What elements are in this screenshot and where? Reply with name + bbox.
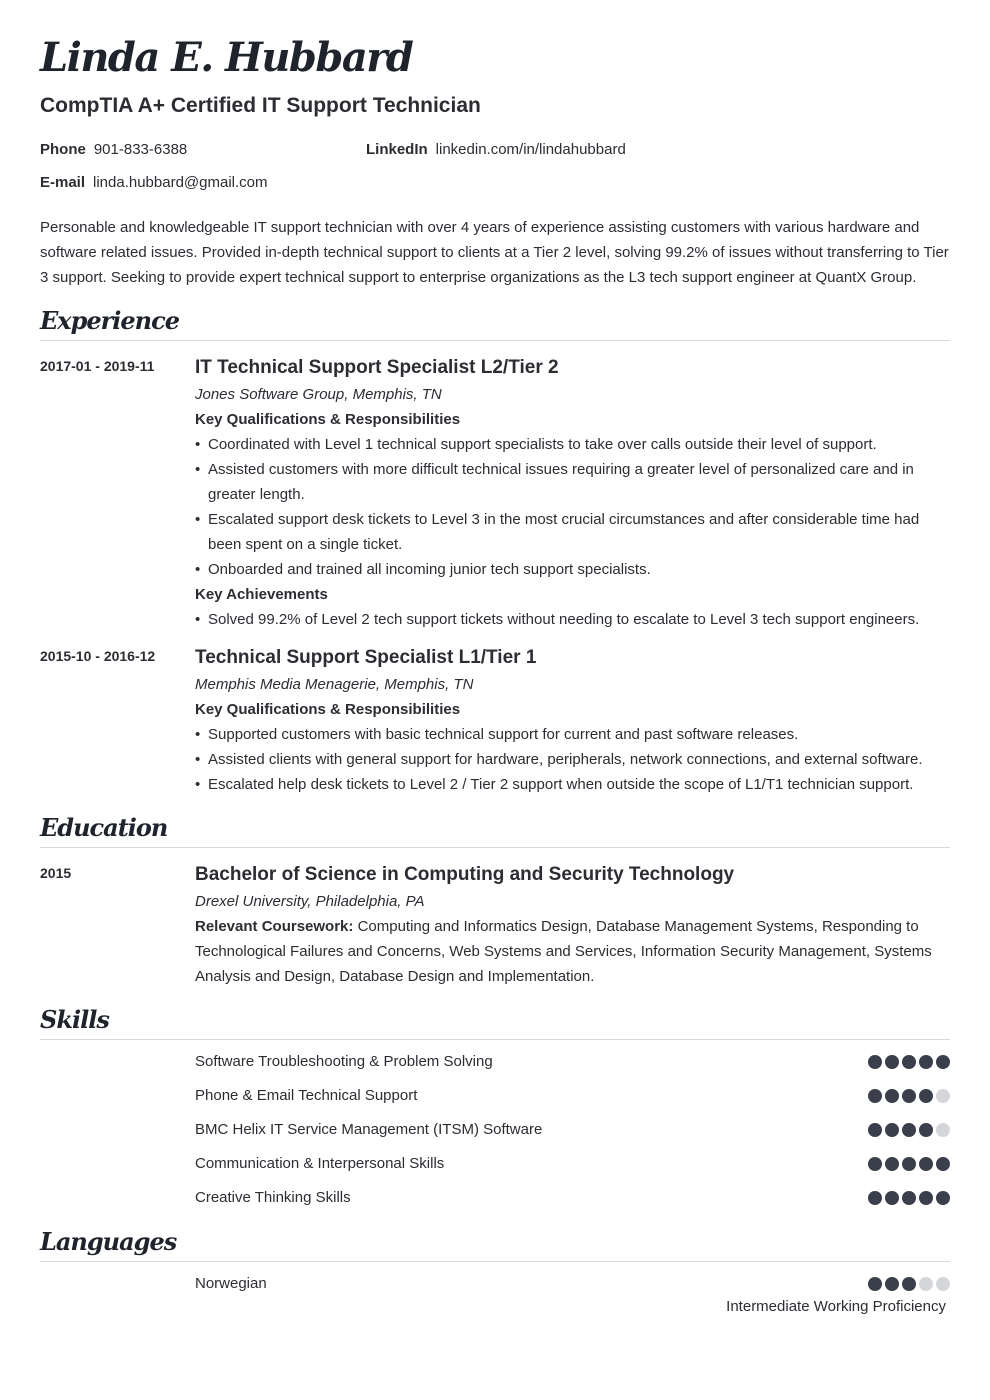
rating-dot-filled (902, 1055, 916, 1069)
job-position: IT Technical Support Specialist L2/Tier 2 (195, 357, 559, 378)
list-item: • Solved 99.2% of Level 2 tech support tickets without needing to escalate to Level 3 tech support engineers. (195, 607, 950, 632)
rating-dot-filled (868, 1157, 882, 1171)
email-contact (40, 174, 268, 191)
achievements-list (195, 607, 950, 632)
skill-name: Creative Thinking Skills (195, 1189, 351, 1206)
rating-dot-filled (919, 1055, 933, 1069)
language-name: Norwegian (195, 1275, 267, 1292)
rating-dot-empty (936, 1123, 950, 1137)
job-dates: 2017-01 - 2019-11 (40, 358, 155, 374)
rating-dot-empty (919, 1277, 933, 1291)
rating-dot-filled (919, 1191, 933, 1205)
rating-dot-filled (936, 1157, 950, 1171)
skill-name: Phone & Email Technical Support (195, 1087, 418, 1104)
rating-dot-filled (868, 1089, 882, 1103)
skill-rating (865, 1157, 950, 1171)
skill-rating (865, 1123, 950, 1137)
skill-row (195, 1153, 950, 1175)
coursework (195, 914, 950, 989)
skill-row (195, 1085, 950, 1107)
rating-dot-filled (885, 1123, 899, 1137)
list-item: • Onboarded and trained all incoming junior tech support specialists. (195, 557, 950, 582)
job-title-headline: CompTIA A+ Certified IT Support Technician (40, 94, 481, 117)
job-employer: Memphis Media Menagerie, Memphis, TN (195, 676, 474, 693)
list-item: • Coordinated with Level 1 technical support specialists to take over calls outside their level of support. (195, 432, 950, 457)
skill-row (195, 1119, 950, 1141)
email-label: E-mail (40, 174, 86, 191)
list-item: • Escalated support desk tickets to Level 3 in the most crucial circumstances and after considerable time had been spent on a single ticket. (195, 507, 950, 557)
job-details (195, 646, 950, 797)
linkedin-link[interactable]: linkedin.com/in/lindahubbard (435, 141, 626, 158)
rating-dot-filled (885, 1055, 899, 1069)
rating-dot-filled (902, 1089, 916, 1103)
rating-dot-filled (885, 1157, 899, 1171)
language-rating (865, 1277, 950, 1291)
list-item: • Assisted customers with more difficult technical issues requiring a greater level of personalized care and in greater length. (195, 457, 950, 507)
rating-dot-filled (902, 1191, 916, 1205)
phone-value[interactable]: 901-833-6388 (93, 141, 188, 158)
profile-summary: Personable and knowledgeable IT support technician with over 4 years of experience assisting customers with various hardware and software related issues. Provided in-depth technical support to clients at a Tier 2 level, solving 99.2% of issues without transferring to Tier 3 support. Seeking to provide expert technical support to enterprise organizations as the L3 tech support engineer at QuantX Group. (40, 219, 949, 286)
email-link[interactable]: linda.hubbard@gmail.com (93, 174, 268, 191)
phone-contact (40, 141, 187, 158)
rating-dot-filled (868, 1191, 882, 1205)
qualifications-heading: Key Qualifications & Responsibilities (195, 701, 461, 718)
rating-dot-filled (885, 1277, 899, 1291)
job-position: Technical Support Specialist L1/Tier 1 (195, 647, 537, 668)
achievements-heading: Key Achievements (195, 586, 328, 603)
rating-dot-filled (902, 1157, 916, 1171)
skill-row (195, 1187, 950, 1209)
experience-section-heading: Experience (40, 306, 950, 341)
rating-dot-filled (919, 1089, 933, 1103)
education-section-heading: Education (40, 813, 950, 848)
list-item: • Assisted clients with general support for hardware, peripherals, network connections, and external software. (195, 747, 950, 772)
coursework-label: Relevant Coursework: (195, 918, 354, 935)
rating-dot-filled (936, 1191, 950, 1205)
language-row (195, 1273, 950, 1295)
skill-name: Communication & Interpersonal Skills (195, 1155, 445, 1172)
coursework-text: Computing and Informatics Design, Database Management Systems, Responding to Technological Failures and Concerns, Web Systems and Services, Information Security Management, Systems Analysis and Design, Database Design and Implementation. (195, 918, 932, 985)
rating-dot-filled (885, 1089, 899, 1103)
qualifications-list (195, 432, 950, 582)
skill-name: BMC Helix IT Service Management (ITSM) Software (195, 1121, 543, 1138)
rating-dot-filled (868, 1055, 882, 1069)
rating-dot-filled (885, 1191, 899, 1205)
linkedin-label: LinkedIn (366, 141, 428, 158)
degree-title: Bachelor of Science in Computing and Security Technology (195, 864, 735, 885)
rating-dot-empty (936, 1277, 950, 1291)
rating-dot-filled (919, 1157, 933, 1171)
skill-rating (865, 1191, 950, 1205)
job-dates: 2015-10 - 2016-12 (40, 648, 156, 664)
skill-rating (865, 1055, 950, 1069)
skill-name: Software Troubleshooting & Problem Solving (195, 1053, 493, 1070)
school-name: Drexel University, Philadelphia, PA (195, 893, 425, 910)
skill-rating (865, 1089, 950, 1103)
phone-label: Phone (40, 141, 86, 158)
language-proficiency: Intermediate Working Proficiency (726, 1298, 946, 1315)
education-details (195, 863, 950, 989)
rating-dot-filled (868, 1123, 882, 1137)
rating-dot-filled (868, 1277, 882, 1291)
skills-section-heading: Skills (40, 1005, 950, 1040)
rating-dot-filled (902, 1123, 916, 1137)
list-item: • Supported customers with basic technical support for current and past software releases. (195, 722, 950, 747)
job-details (195, 356, 950, 632)
qualifications-heading: Key Qualifications & Responsibilities (195, 411, 461, 428)
languages-section-heading: Languages (40, 1227, 950, 1262)
candidate-name: Linda E. Hubbard (40, 34, 413, 81)
skill-row (195, 1051, 950, 1073)
rating-dot-filled (902, 1277, 916, 1291)
education-year: 2015 (40, 865, 72, 881)
rating-dot-empty (936, 1089, 950, 1103)
linkedin-contact (366, 141, 626, 158)
rating-dot-filled (919, 1123, 933, 1137)
qualifications-list (195, 722, 950, 797)
job-employer: Jones Software Group, Memphis, TN (195, 386, 442, 403)
rating-dot-filled (936, 1055, 950, 1069)
list-item: • Escalated help desk tickets to Level 2 / Tier 2 support when outside the scope of L1/T1 technician support. (195, 772, 950, 797)
